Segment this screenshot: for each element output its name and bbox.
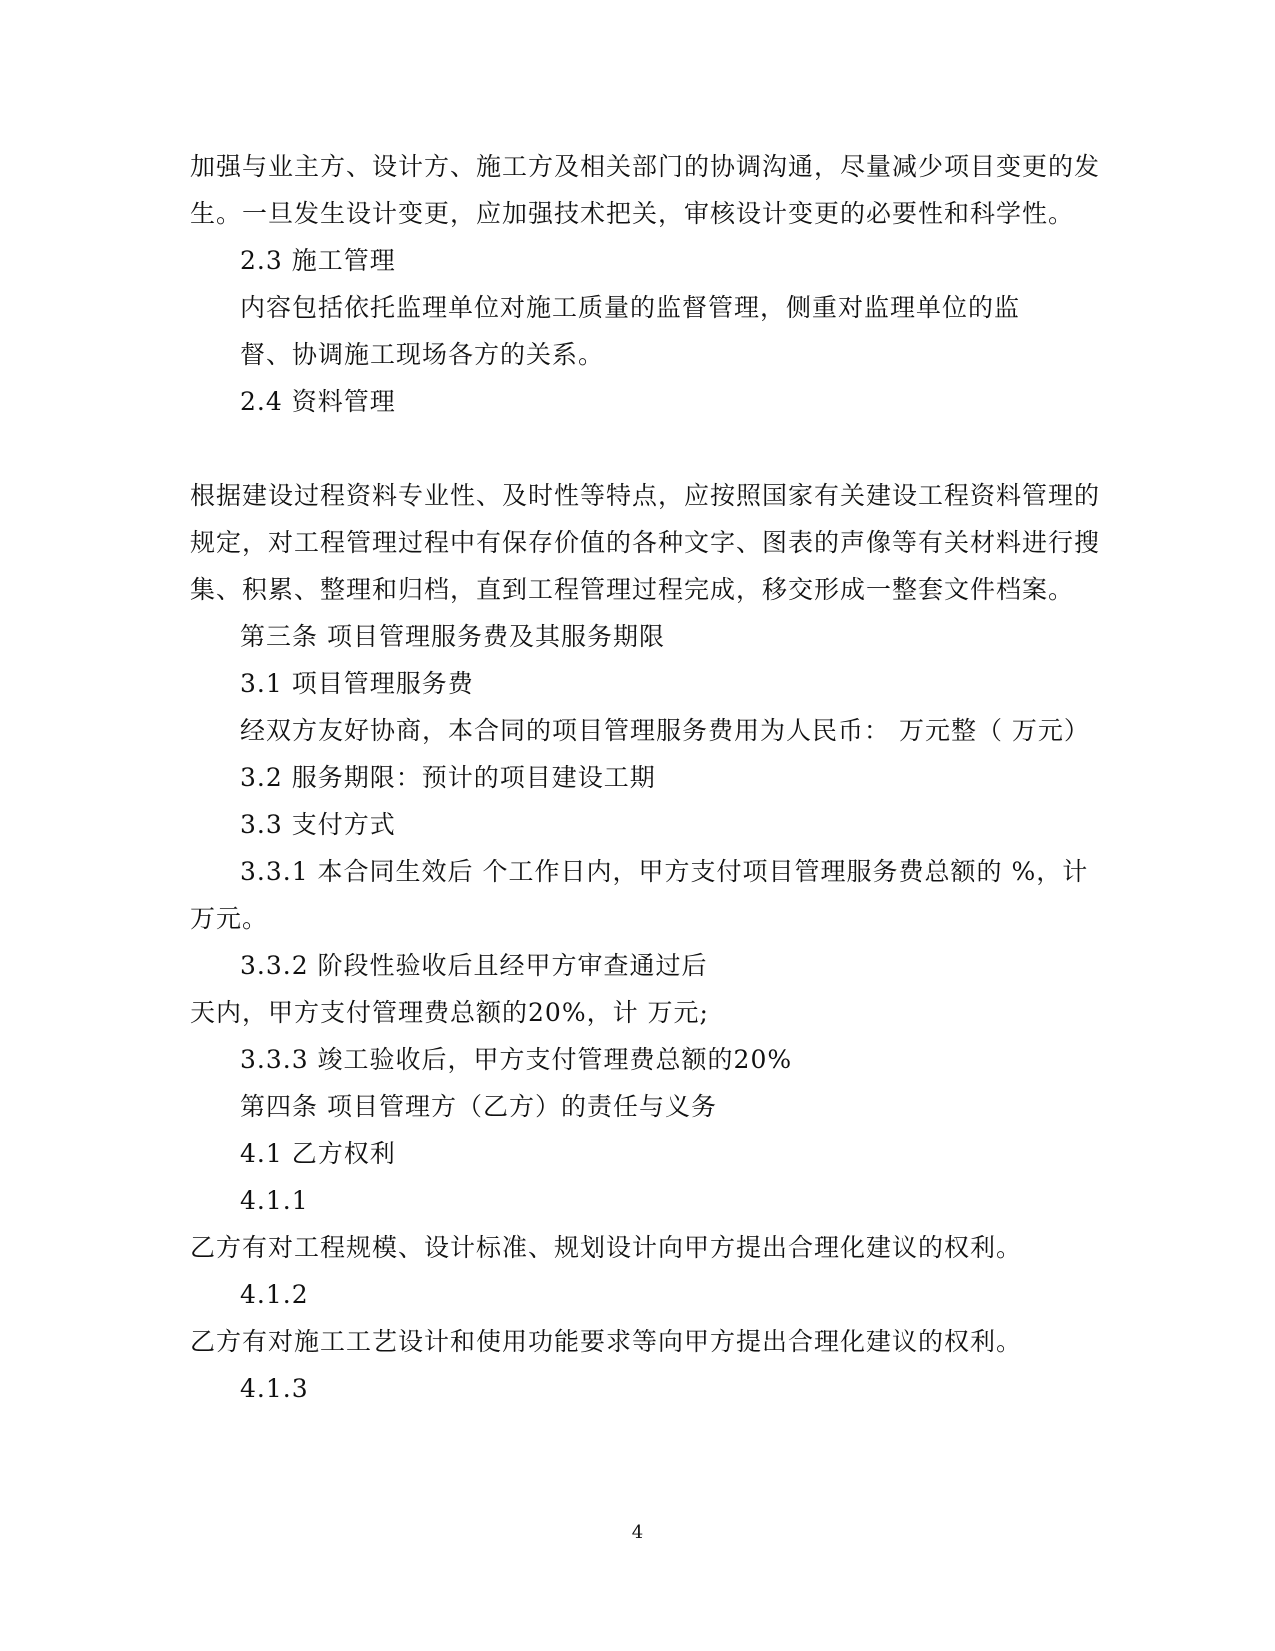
body-text-line: 3.3.1 本合同生效后 个工作日内，甲方支付项目管理服务费总额的 %，计 xyxy=(240,857,1089,886)
section-heading: 3.3 支付方式 xyxy=(240,810,396,839)
body-text-line: 督、协调施工现场各方的关系。 xyxy=(240,340,605,369)
body-text-line: 经双方友好协商，本合同的项目管理服务费用为人民币： 万元整（ 万元） xyxy=(240,716,1090,745)
section-heading: 2.3 施工管理 xyxy=(240,246,396,275)
section-heading: 3.1 项目管理服务费 xyxy=(240,669,474,698)
body-text-line: 内容包括依托监理单位对施工质量的监督管理，侧重对监理单位的监 xyxy=(240,293,1021,322)
body-text-line: 天内，甲方支付管理费总额的20%，计 万元; xyxy=(190,998,709,1027)
body-text-line: 乙方有对施工工艺设计和使用功能要求等向甲方提出合理化建议的权利。 xyxy=(190,1327,1023,1356)
section-heading: 2.4 资料管理 xyxy=(240,387,396,416)
body-text-line: 3.3.3 竣工验收后，甲方支付管理费总额的20% xyxy=(240,1045,793,1074)
article-heading: 第三条 项目管理服务费及其服务期限 xyxy=(240,622,665,651)
body-text-line: 万元。 xyxy=(190,904,269,933)
body-text-line: 根据建设过程资料专业性、及时性等特点，应按照国家有关建设工程资料管理的 xyxy=(190,481,1101,510)
clause-number: 4.1.2 xyxy=(240,1280,309,1309)
body-text-line: 加强与业主方、设计方、施工方及相关部门的协调沟通，尽量减少项目变更的发 xyxy=(190,152,1101,181)
clause-number: 4.1.1 xyxy=(240,1186,309,1215)
section-heading: 4.1 乙方权利 xyxy=(240,1139,396,1168)
page-number: 4 xyxy=(631,1522,644,1543)
body-text-line: 规定，对工程管理过程中有保存价值的各种文字、图表的声像等有关材料进行搜 xyxy=(190,528,1101,557)
body-text-line: 集、积累、整理和归档，直到工程管理过程完成，移交形成一整套文件档案。 xyxy=(190,575,1075,604)
body-text-line: 生。一旦发生设计变更，应加强技术把关，审核设计变更的必要性和科学性。 xyxy=(190,199,1075,228)
body-text-line: 3.3.2 阶段性验收后且经甲方审查通过后 xyxy=(240,951,708,980)
section-heading: 3.2 服务期限：预计的项目建设工期 xyxy=(240,763,656,792)
body-text-line: 乙方有对工程规模、设计标准、规划设计向甲方提出合理化建议的权利。 xyxy=(190,1233,1023,1262)
article-heading: 第四条 项目管理方（乙方）的责任与义务 xyxy=(240,1092,717,1121)
clause-number: 4.1.3 xyxy=(240,1374,309,1403)
